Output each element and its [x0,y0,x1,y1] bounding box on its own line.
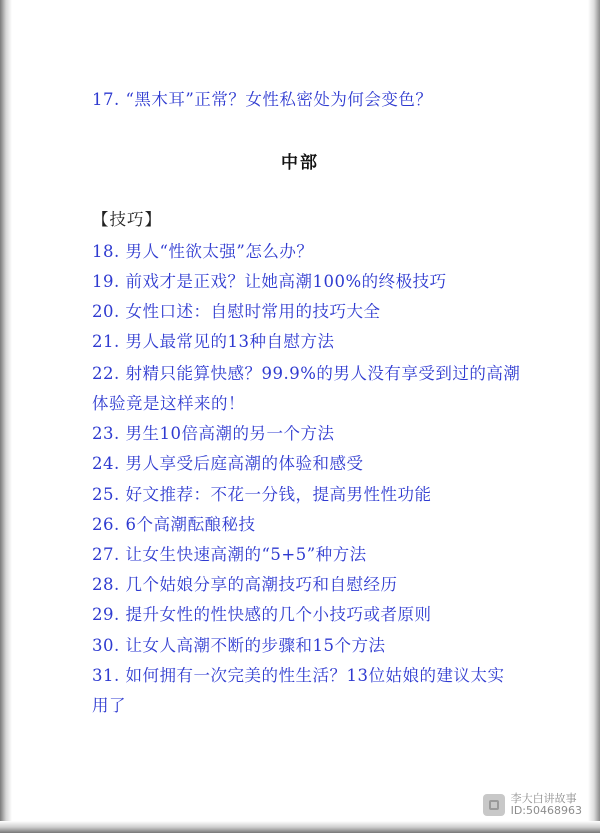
watermark-id: ID:50468963 [510,804,582,817]
section-label-techniques: 【技巧】 [92,210,162,229]
toc-item-29[interactable]: 29. 提升女性的性快感的几个小技巧或者原则 [92,605,432,624]
toc-item-21[interactable]: 21. 男人最常见的13种自慰方法 [92,332,335,351]
toc-item-22[interactable]: 22. 射精只能算快感？99.9%的男人没有享受到过的高潮 [92,364,521,383]
toc-item-28[interactable]: 28. 几个姑娘分享的高潮技巧和自慰经历 [92,575,398,594]
watermark-text [511,793,582,817]
toc-item-23[interactable]: 23. 男生10倍高潮的另一个方法 [92,424,335,443]
toc-item-24[interactable]: 24. 男人享受后庭高潮的体验和感受 [92,454,364,473]
toc-item-22-continued[interactable]: 体验竟是这样来的！ [92,394,245,413]
toc-item-20[interactable]: 20. 女性口述：自慰时常用的技巧大全 [92,302,381,321]
toc-item-19[interactable]: 19. 前戏才是正戏？让她高潮100%的终极技巧 [92,272,447,291]
watermark-logo-icon [483,794,505,816]
watermark [483,793,582,817]
toc-item-25[interactable]: 25. 好文推荐：不花一分钱，提高男性性功能 [92,485,432,504]
toc-item-31-continued[interactable]: 用了 [92,696,126,715]
toc-item-27[interactable]: 27. 让女生快速高潮的“5+5”种方法 [92,545,367,564]
toc-item-31[interactable]: 31. 如何拥有一次完美的性生活？13位姑娘的建议太实 [92,666,505,685]
toc-item-18[interactable]: 18. 男人“性欲太强”怎么办？ [92,242,314,261]
toc-item-30[interactable]: 30. 让女人高潮不断的步骤和15个方法 [92,636,386,655]
watermark-author: 李大白讲故事 [510,792,577,805]
toc-item-17[interactable]: 17. “黑木耳”正常？女性私密处为何会变色？ [92,90,433,109]
section-heading-middle: 中部 [281,153,319,173]
toc-item-26[interactable]: 26. 6个高潮酝酿秘技 [92,515,256,534]
